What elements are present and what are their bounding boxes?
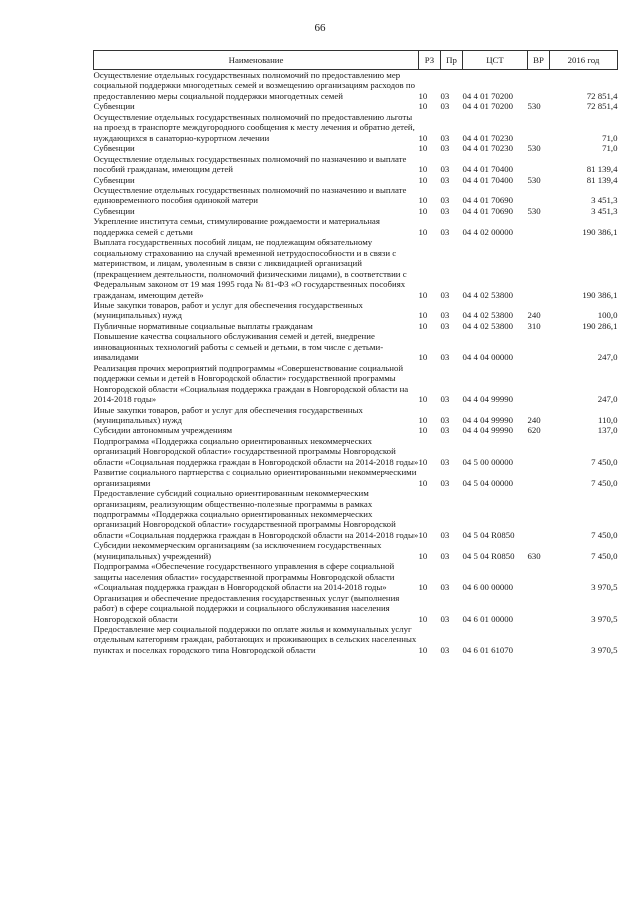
cell-vr: 530 <box>527 143 541 154</box>
cell-sum: 7 450,0 <box>591 529 618 540</box>
cell-cst: 04 5 04 00000 <box>462 477 514 488</box>
cell-rz: 10 <box>418 90 428 101</box>
cell-vr <box>528 70 550 102</box>
cell-pr: 03 <box>440 320 450 331</box>
cell-name: Субвенции <box>93 174 135 185</box>
cell-rz: 10 <box>418 352 428 363</box>
table-row <box>94 237 618 300</box>
cell-sum: 81 139,4 <box>586 164 618 175</box>
table-row <box>94 593 618 624</box>
cell-sum: 72 851,4 <box>586 90 618 101</box>
cell-vr: 630 <box>527 550 541 561</box>
header-pr: Пр <box>441 51 463 70</box>
cell-rz: 10 <box>418 174 428 185</box>
cell-vr <box>528 363 550 405</box>
cell-rz: 10 <box>418 529 428 540</box>
cell-sum: 190 386,1 <box>582 226 618 237</box>
cell-name: Предоставление мер социальной поддержки по оплате жилья и коммунальных услуг отдельным категориям граждан, работающих и проживающих в сельских населенных пунктах и поселках городского типа Новгородской области <box>93 624 417 655</box>
cell-cst: 04 4 04 99990 <box>462 414 514 425</box>
cell-name: Субсидии некоммерческим организациям (за исключением государственных (муниципальных) учреждений) <box>93 540 382 561</box>
table-row <box>94 467 618 488</box>
cell-vr: 620 <box>527 425 541 436</box>
cell-cst: 04 5 00 00000 <box>462 456 514 467</box>
cell-sum: 81 139,4 <box>586 174 618 185</box>
table-header <box>94 51 618 70</box>
cell-cst: 04 4 02 53800 <box>462 289 514 300</box>
cell-rz: 10 <box>418 320 428 331</box>
table-row <box>94 436 618 467</box>
table-row <box>94 143 618 153</box>
cell-rz: 10 <box>418 644 428 655</box>
cell-vr: 530 <box>527 174 541 185</box>
cell-cst: 04 4 02 00000 <box>462 226 514 237</box>
table-row <box>94 175 618 185</box>
cell-cst: 04 4 02 53800 <box>462 320 514 331</box>
cell-name: Осуществление отдельных государственных полномочий по назначению и выплате единовременного пособия одинокой матери <box>93 184 407 206</box>
cell-sum: 3 451,3 <box>591 205 618 216</box>
cell-pr: 03 <box>440 289 450 300</box>
cell-sum: 247,0 <box>597 352 618 363</box>
cell-sum: 3 970,5 <box>591 613 618 624</box>
cell-cst: 04 4 01 70400 <box>462 174 514 185</box>
cell-name: Подпрограмма «Поддержка социально ориентированных некоммерческих организаций Новгородской области» государственной программы Новгородской области «Социальная поддержка граждан в Новгородской области на 2014-2018 годы» <box>93 435 419 467</box>
cell-rz: 10 <box>418 195 428 206</box>
cell-pr: 03 <box>440 456 450 467</box>
table-row <box>94 321 618 331</box>
cell-rz: 10 <box>418 414 428 425</box>
header-name: Наименование <box>94 51 419 70</box>
cell-vr <box>528 112 550 143</box>
cell-vr <box>528 624 550 655</box>
cell-rz: 10 <box>418 613 428 624</box>
cell-sum: 7 450,0 <box>591 477 618 488</box>
cell-sum: 71,0 <box>602 143 618 154</box>
cell-vr: 530 <box>527 101 541 112</box>
header-rz: РЗ <box>419 51 441 70</box>
cell-sum: 190 286,1 <box>582 320 618 331</box>
cell-rz: 10 <box>418 550 428 561</box>
table-row <box>94 488 618 540</box>
cell-rz: 10 <box>418 289 428 300</box>
table-row <box>94 331 618 362</box>
table-row <box>94 216 618 237</box>
cell-sum: 3 970,5 <box>591 582 618 593</box>
cell-pr: 03 <box>440 425 450 436</box>
page-number: 66 <box>314 22 326 34</box>
cell-pr: 03 <box>440 174 450 185</box>
cell-pr: 03 <box>440 310 450 321</box>
cell-name: Реализация прочих мероприятий подпрограммы «Совершенствование социальной поддержки семьи и детей в Новгородской области» государственной программы Новгородской области «Социальная поддержка граждан в Новгородской области на 2014-2018 годы» <box>93 362 409 405</box>
cell-cst: 04 4 01 70230 <box>462 143 514 154</box>
cell-rz: 10 <box>418 205 428 216</box>
cell-vr <box>528 154 550 175</box>
cell-sum: 3 970,5 <box>591 644 618 655</box>
cell-sum: 7 450,0 <box>591 456 618 467</box>
cell-rz: 10 <box>418 226 428 237</box>
cell-vr <box>528 467 550 488</box>
cell-name: Субвенции <box>93 143 135 154</box>
cell-cst: 04 4 01 70200 <box>462 90 514 101</box>
cell-name: Осуществление отдельных государственных полномочий по предоставлению льготы на проезд в транспорте междугородного сообщения к месту лечения и обратно детей, нуждающихся в санаторно-курортном лечении <box>93 111 415 143</box>
cell-cst: 04 4 01 70690 <box>462 205 514 216</box>
cell-name: Осуществление отдельных государственных полномочий по назначению и выплате пособий гражданам, имеющим детей <box>93 153 407 175</box>
table-row <box>94 425 618 435</box>
cell-vr: 240 <box>527 414 541 425</box>
cell-cst: 04 4 04 99990 <box>462 425 514 436</box>
cell-pr: 03 <box>440 613 450 624</box>
cell-pr: 03 <box>440 205 450 216</box>
cell-pr: 03 <box>440 582 450 593</box>
table-row <box>94 624 618 655</box>
cell-vr <box>528 237 550 300</box>
cell-cst: 04 4 02 53800 <box>462 310 514 321</box>
cell-name: Публичные нормативные социальные выплаты гражданам <box>93 320 313 331</box>
table-row <box>94 206 618 216</box>
table-row <box>94 561 618 592</box>
table-row <box>94 112 618 143</box>
table-body <box>94 70 618 656</box>
cell-pr: 03 <box>440 644 450 655</box>
cell-pr: 03 <box>440 352 450 363</box>
cell-cst: 04 6 01 00000 <box>462 613 514 624</box>
cell-cst: 04 6 00 00000 <box>462 582 514 593</box>
cell-pr: 03 <box>440 226 450 237</box>
cell-cst: 04 4 01 70230 <box>462 132 514 143</box>
header-sum: 2016 год <box>550 51 618 70</box>
cell-vr: 530 <box>527 205 541 216</box>
cell-pr: 03 <box>440 414 450 425</box>
cell-pr: 03 <box>440 195 450 206</box>
cell-cst: 04 4 01 70400 <box>462 164 514 175</box>
cell-name: Осуществление отдельных государственных полномочий по предоставлению мер социальной поддержки многодетных семей и возмещению организациям расходов по предоставлению меры социальной поддержки многодетных семей <box>93 70 415 101</box>
cell-rz: 10 <box>418 101 428 112</box>
cell-sum: 7 450,0 <box>591 550 618 561</box>
cell-rz: 10 <box>418 477 428 488</box>
cell-vr <box>528 436 550 467</box>
cell-rz: 10 <box>418 456 428 467</box>
cell-rz: 10 <box>418 164 428 175</box>
cell-vr <box>528 561 550 592</box>
cell-vr: 310 <box>527 320 541 331</box>
header-vr: ВР <box>528 51 550 70</box>
table-row <box>94 363 618 405</box>
cell-pr: 03 <box>440 529 450 540</box>
cell-name: Повышение качества социального обслуживания семей и детей, внедрение инновационных технологий работы с семьей и детьми, в том числе с детьми-инвалидами <box>93 331 384 363</box>
cell-cst: 04 5 04 R0850 <box>462 550 515 561</box>
cell-rz: 10 <box>418 132 428 143</box>
cell-vr: 240 <box>527 310 541 321</box>
header-cst: ЦСТ <box>463 51 528 70</box>
cell-pr: 03 <box>440 477 450 488</box>
table-row <box>94 70 618 102</box>
cell-vr <box>528 331 550 362</box>
cell-sum: 3 451,3 <box>591 195 618 206</box>
cell-vr <box>528 593 550 624</box>
cell-pr: 03 <box>440 132 450 143</box>
cell-sum: 72 851,4 <box>586 101 618 112</box>
cell-pr: 03 <box>440 101 450 112</box>
cell-pr: 03 <box>440 143 450 154</box>
cell-sum: 100,0 <box>597 310 618 321</box>
cell-rz: 10 <box>418 310 428 321</box>
cell-name: Субвенции <box>93 205 135 216</box>
cell-name: Иные закупки товаров, работ и услуг для обеспечения государственных (муниципальных) нужд <box>93 404 363 425</box>
cell-rz: 10 <box>418 425 428 436</box>
table-row <box>94 300 618 321</box>
cell-pr: 03 <box>440 164 450 175</box>
cell-name: Развитие социального партнерства с социально ориентированными некоммерческими организациями <box>93 467 417 488</box>
cell-cst: 04 4 01 70200 <box>462 101 514 112</box>
cell-cst: 04 4 01 70690 <box>462 195 514 206</box>
cell-name: Укрепление института семьи, стимулирование рождаемости и материальная поддержка семей с детьми <box>93 216 380 237</box>
budget-table <box>93 50 618 655</box>
cell-name: Иные закупки товаров, работ и услуг для обеспечения государственных (муниципальных) нужд <box>93 299 363 321</box>
cell-rz: 10 <box>418 582 428 593</box>
cell-name: Предоставление субсидий социально ориентированным некоммерческим организациям, реализующим общественно-полезные программы в рамках подпрограммы «Поддержка социально ориентированных некоммерческих организаций Новгородской области» государственной программы Новгородской области «Социальная поддержка граждан в Новгородской области на 2014-2018 годы» <box>93 488 419 540</box>
cell-sum: 110,0 <box>598 414 618 425</box>
cell-name: Субвенции <box>93 101 135 112</box>
cell-vr <box>528 488 550 540</box>
cell-name: Организация и обеспечение предоставления государственных услуг (выполнения работ) в сфере социальной поддержки и социального обслуживания населения Новгородской области <box>93 592 400 624</box>
cell-sum: 137,0 <box>597 425 618 436</box>
table-row <box>94 540 618 561</box>
cell-cst: 04 5 04 R0850 <box>462 529 515 540</box>
cell-pr: 03 <box>440 550 450 561</box>
cell-pr: 03 <box>440 394 450 405</box>
cell-name: Субсидии автономным учреждениям <box>93 425 233 436</box>
cell-vr <box>528 185 550 206</box>
cell-sum: 190 386,1 <box>582 289 618 300</box>
table-row <box>94 101 618 111</box>
cell-rz: 10 <box>418 394 428 405</box>
cell-pr: 03 <box>440 90 450 101</box>
cell-rz: 10 <box>418 143 428 154</box>
cell-sum: 71,0 <box>602 132 618 143</box>
cell-vr <box>528 216 550 237</box>
table-row <box>94 405 618 426</box>
table-row <box>94 185 618 206</box>
table-row <box>94 154 618 175</box>
cell-cst: 04 4 04 00000 <box>462 352 514 363</box>
cell-cst: 04 4 04 99990 <box>462 394 514 405</box>
cell-sum: 247,0 <box>597 394 618 405</box>
cell-name: Подпрограмма «Обеспечение государственного управления в сфере социальной защиты населения области» государственной программы Новгородской области «Социальная поддержка граждан в Новгородской области на 2014-2018 годы» <box>93 561 395 593</box>
cell-cst: 04 6 01 61070 <box>462 644 514 655</box>
cell-name: Выплата государственных пособий лицам, не подлежащим обязательному социальному страхованию на случай временной нетрудоспособности и в связи с материнством, и лицам, уволенным в связи с ликвидацией организаций (прекращением деятельности, полномочий физическими лицами), в соответствии с Федеральным законом от 19 мая 1995 года № 81-ФЗ «О государственных пособиях гражданам, имеющим детей» <box>93 237 407 300</box>
